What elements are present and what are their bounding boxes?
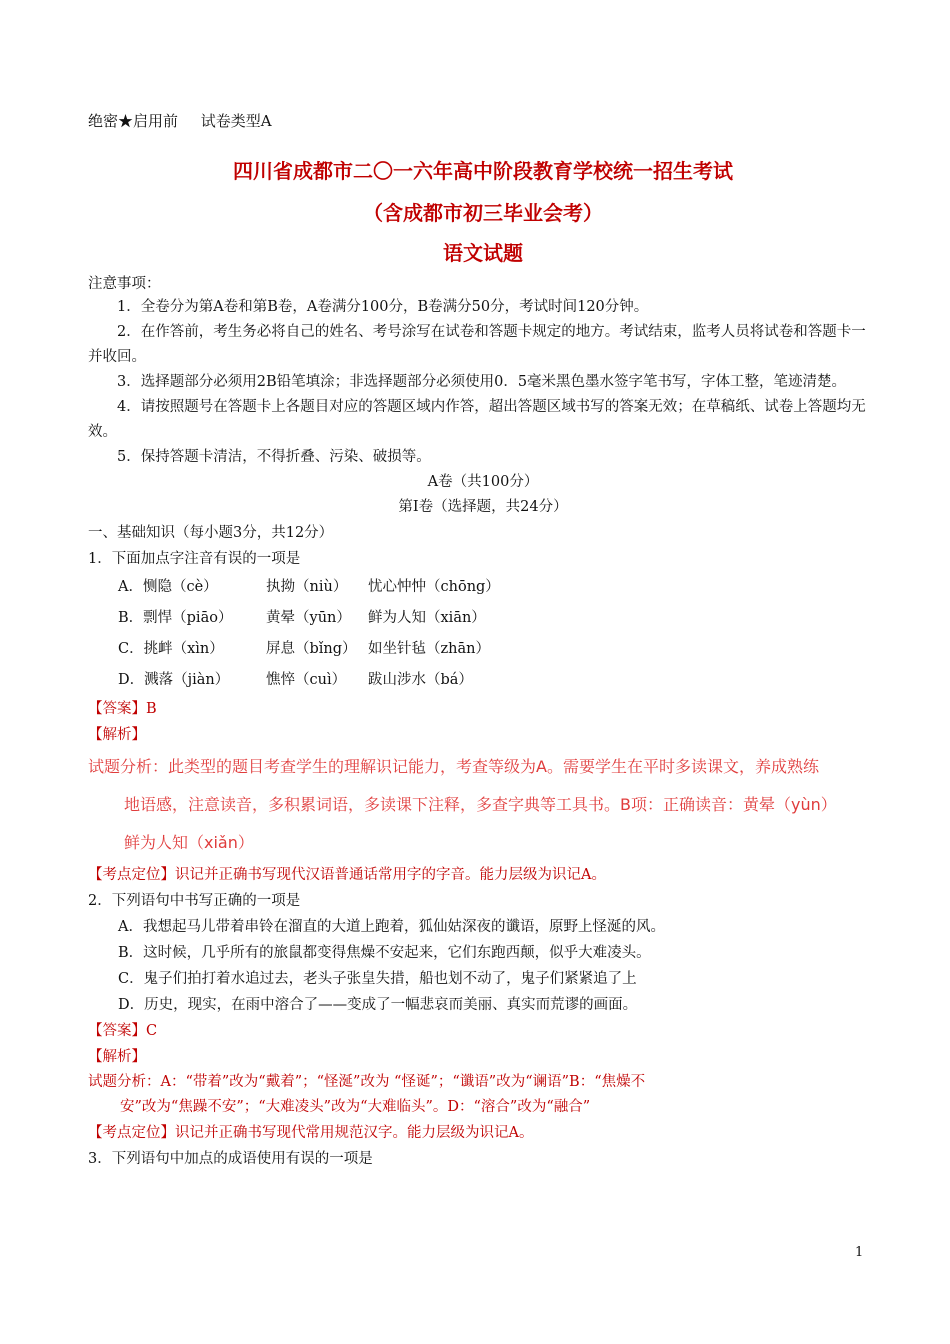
basic-knowledge-heading: 一、基础知识（每小题3分，共12分） [88,525,334,541]
q1-option-d: D．溅落（jiàn） 憔悴（cuì） 跋山涉水（bá） [118,672,473,688]
note-item: 1．全卷分为第A卷和第B卷，A卷满分100分，B卷满分50分，考试时间120分钟。 [117,299,649,315]
q2-analysis-line: 试题分析：A：“带着”改为“戴着”；“怪涎”改为 “怪诞”；“谶语”改为“谰语”B：“焦燥不 [88,1074,646,1090]
note-item: 2．在作答前，考生务必将自己的姓名、考号涂写在试卷和答题卡规定的地方。考试结束，监考人员将试卷和答题卡一并收回。 [88,324,866,365]
q2-analysis-line: 安”改为“焦躁不安”；“大难凌头”改为“大难临头”。D：“溶合”改为“融合” [120,1099,591,1115]
note-item: 5．保持答题卡清洁，不得折叠、污染、破损等。 [117,449,431,465]
q1-analysis-line: 地语感，注意读音，多积累词语，多读课下注释，多查字典等工具书。B项：正确读音：黄晕（yùn） [124,795,837,814]
q1-analysis-line: 鲜为人知（xiǎn） [124,833,254,852]
q2-option-b: B．这时候，几乎所有的旅鼠都变得焦燥不安起来，它们东跑西颠，似乎大难凌头。 [118,945,651,961]
subject-title: 语文试题 [443,241,523,265]
note-item: 3．选择题部分必须用2B铅笔填涂；非选择题部分必须使用0．5毫米黑色墨水签字笔书写，字体工整，笔迹清楚。 [117,374,847,390]
q1-analysis-line: 试题分析：此类型的题目考查学生的理解识记能力，考查等级为A。需要学生在平时多读课文，养成熟练 [88,757,819,776]
q1-option-a: A．恻隐（cè） 执拗（niù） 忧心忡忡（chōng） [118,579,500,595]
q2-stem: 2．下列语句中书写正确的一项是 [88,893,301,909]
part-one-heading: 第Ⅰ卷（选择题，共24分） [398,499,568,515]
q1-analysis-label: 【解析】 [88,727,146,743]
notes-heading: 注意事项： [88,276,161,292]
q1-point: 【考点定位】识记并正确书写现代汉语普通话常用字的字音。能力层级为识记A。 [88,867,606,883]
volume-a-heading: A卷（共100分） [427,474,539,490]
q2-option-a: A．我想起马儿带着串铃在溜直的大道上跑着，狐仙姑深夜的谶语，原野上怪涎的风。 [118,919,665,935]
q1-option-b: B．剽悍（piāo） 黄晕（yūn） 鲜为人知（xiān） [118,610,486,626]
exam-page [88,110,878,1172]
sub-title: （含成都市初三毕业会考） [363,201,603,225]
q2-answer: 【答案】C [88,1023,158,1039]
paper-type-label: 试卷类型A [200,112,272,130]
q2-option-d: D．历史，现实，在雨中溶合了——变成了一幅悲哀而美丽、真实而荒谬的画面。 [118,997,638,1013]
header-line [88,110,878,131]
q2-option-c: C．鬼子们拍打着水追过去，老头子张皇失措，船也划不动了，鬼子们紧紧追了上 [118,971,637,987]
q1-option-c: C．挑衅（xìn） 屏息（bǐng） 如坐针毡（zhān） [118,641,490,657]
q3-stem: 3．下列语句中加点的成语使用有误的一项是 [88,1151,373,1167]
q1-stem: 1．下面加点字注音有误的一项是 [88,551,301,567]
q2-point: 【考点定位】识记并正确书写现代常用规范汉字。能力层级为识记A。 [88,1125,534,1141]
page-number: 1 [855,1245,864,1260]
q1-answer: 【答案】B [88,701,157,717]
secret-label: 绝密★启用前 [88,112,179,130]
note-item: 4．请按照题号在答题卡上各题目对应的答题区域内作答，超出答题区域书写的答案无效；在草稿纸、试卷上答题均无效。 [88,399,866,440]
main-title: 四川省成都市二〇一六年高中阶段教育学校统一招生考试 [233,159,733,183]
q2-analysis-label: 【解析】 [88,1049,146,1065]
